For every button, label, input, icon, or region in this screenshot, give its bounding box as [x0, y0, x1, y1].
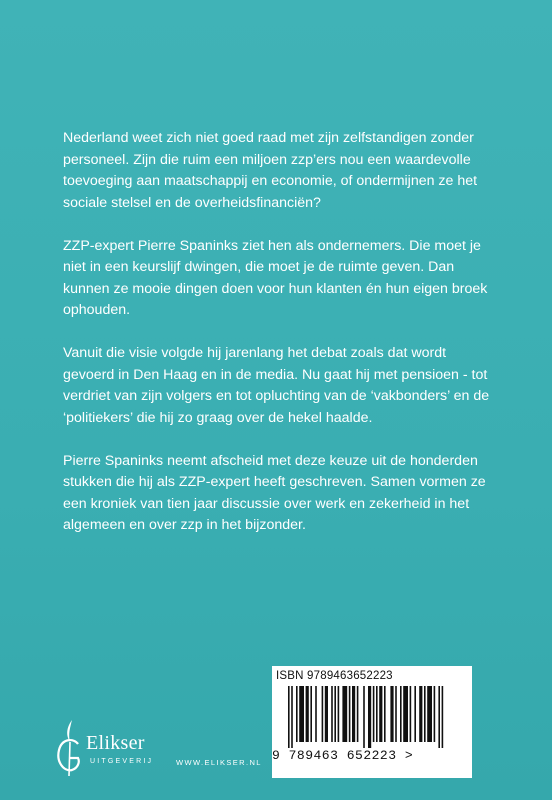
barcode-bar: [419, 686, 422, 742]
barcode-bar: [390, 686, 393, 742]
barcode-bar: [331, 686, 333, 742]
barcode-bar: [349, 686, 351, 742]
barcode-bar: [379, 686, 382, 742]
barcode-bar: [438, 686, 440, 748]
barcode-bar: [376, 686, 378, 742]
barcode-bar: [315, 686, 317, 742]
barcode-bar: [352, 686, 355, 742]
isbn-barcode-box: [272, 666, 472, 778]
barcode-bar: [384, 686, 386, 742]
barcode-bar: [373, 686, 375, 742]
barcode-bar: [427, 686, 432, 742]
blurb-text: [63, 128, 493, 558]
isbn-label: ISBN 9789463652223: [276, 670, 393, 682]
barcode-bar: [400, 686, 402, 742]
barcode-bar: [296, 686, 298, 742]
blurb-paragraph-1: Nederland weet zich niet goed raad met zijn zelfstandigen zonder personeel. Zijn die ruim een miljoen zzp’ers nou een waardevolle toevoeging aan maatschappij en economie, of ondermijnen ze het sociale stelsel en de overheidsfinanciën?: [63, 130, 478, 211]
barcode-bar: [325, 686, 328, 742]
publisher-subtitle: UITGEVERIJ: [90, 758, 154, 765]
barcode-bar: [342, 686, 347, 742]
barcode-digits: 9 789463 652223 >: [272, 748, 414, 763]
barcode-bar: [288, 686, 290, 748]
barcode-bar: [363, 686, 365, 748]
quill-g-icon: [52, 718, 86, 780]
barcode-bar: [368, 686, 371, 748]
barcode-bar: [334, 686, 336, 742]
barcode-bar: [310, 686, 312, 742]
barcode-bar: [395, 686, 397, 742]
blurb-paragraph-3: Vanuit die visie volgde hij jarenlang het debat zoals dat wordt gevoerd in Den Haag en in de media. Nu gaat hij met pensioen - tot verdriet van zijn volgers en tot opluchting van de ‘vakbonders’ en de ‘politiekers’ die hij zo graag over de hekel haalde.: [63, 345, 490, 426]
barcode-bar: [410, 686, 412, 742]
barcode: [276, 686, 468, 748]
barcode-bar: [299, 686, 304, 742]
blurb-paragraph-4: Pierre Spaninks neemt afscheid met deze keuze uit de honderden stukken die hij als ZZP-expert heeft geschreven. Samen vormen ze een kroniek van tien jaar discussie over werk en zekerheid in het algemeen en over zzp in het bijzonder.: [63, 452, 486, 533]
publisher-website: WWW.ELIKSER.NL: [176, 758, 262, 767]
barcode-bar: [424, 686, 426, 742]
barcode-bar: [403, 686, 408, 742]
publisher-logo: [52, 718, 162, 780]
barcode-bar: [357, 686, 359, 742]
blurb-paragraph-2: ZZP-expert Pierre Spaninks ziet hen als ondernemers. Die moet je niet in een keurslijf dwingen, die moet je de ruimte geven. Dan kunnen ze mooie dingen doen voor hun klanten én hun eigen broek ophouden.: [63, 237, 488, 318]
publisher-name: Elikser: [86, 732, 145, 754]
barcode-bar: [322, 686, 324, 742]
barcode-bar: [291, 686, 293, 748]
barcode-bar: [434, 686, 436, 742]
barcode-bar: [338, 686, 340, 742]
barcode-bar: [414, 686, 416, 742]
barcode-bar: [306, 686, 309, 742]
barcode-bar: [442, 686, 444, 748]
